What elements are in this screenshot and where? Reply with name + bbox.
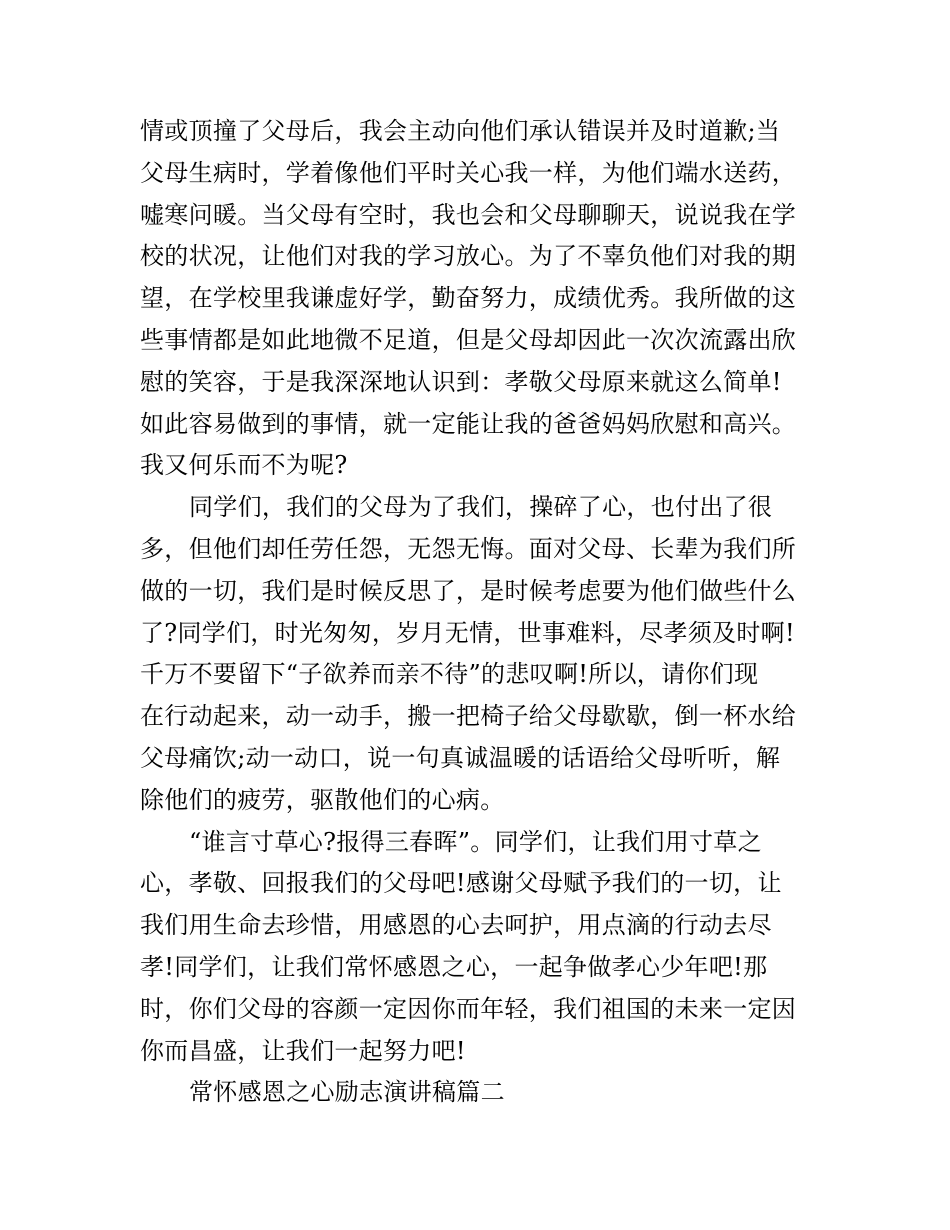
section-heading-text: 常怀感恩之心励志演讲稿篇二 [189, 1078, 505, 1107]
text-line: 孝!同学们，让我们常怀感恩之心，一起争做孝心少年吧!那 [140, 952, 768, 981]
text-line: 父母生病时，学着像他们平时关心我一样，为他们端水送药， [140, 158, 797, 187]
section-heading [140, 1072, 820, 1114]
text-line: 如此容易做到的事情，就一定能让我的爸爸妈妈欣慰和高兴。 [140, 409, 797, 438]
text-line: 望，在学校里我谦虚好学，勤奋努力，成绩优秀。我所做的这 [140, 284, 797, 313]
text-line: 时，你们父母的容颜一定因你而年轻，我们祖国的未来一定因 [140, 994, 797, 1023]
text-line: 心，孝敬、回报我们的父母吧!感谢父母赋予我们的一切，让 [140, 869, 782, 898]
text-line: 嘘寒问暖。当父母有空时，我也会和父母聊聊天，说说我在学 [140, 200, 797, 229]
text-line: 千万不要留下“子欲养而亲不待”的悲叹啊!所以，请你们现 [140, 660, 759, 689]
text-line: 父母痛饮;动一动口，说一句真诚温暖的话语给父母听听，解 [140, 743, 781, 772]
text-line: 校的状况，让他们对我的学习放心。为了不辜负他们对我的期 [140, 242, 797, 271]
paragraph [140, 487, 820, 821]
text-line: 慰的笑容，于是我深深地认识到：孝敬父母原来就这么简单! [140, 367, 782, 396]
text-line: 些事情都是如此地微不足道，但是父母却因此一次次流露出欣 [140, 325, 797, 354]
text-line: 了?同学们，时光匆匆，岁月无情，世事难料，尽孝须及时啊! [140, 618, 795, 647]
text-line: 在行动起来，动一动手，搬一把椅子给父母歇歇，倒一杯水给 [140, 702, 797, 731]
document-body [140, 111, 820, 1114]
text-line: 做的一切，我们是时候反思了，是时候考虑要为他们做些什么 [140, 576, 797, 605]
text-line: “谁言寸草心?报得三春晖”。同学们，让我们用寸草之 [189, 827, 762, 856]
text-line: 我又何乐而不为呢? [140, 451, 348, 480]
text-line: 除他们的疲劳，驱散他们的心病。 [140, 785, 505, 814]
text-line: 我们用生命去珍惜，用感恩的心去呵护，用点滴的行动去尽 [140, 911, 772, 940]
text-line: 情或顶撞了父母后，我会主动向他们承认错误并及时道歉;当 [140, 117, 781, 145]
text-line: 你而昌盛，让我们一起努力吧! [140, 1036, 466, 1065]
text-line: 多，但他们却任劳任怨，无怨无悔。面对父母、长辈为我们所 [140, 534, 797, 563]
paragraph [140, 822, 820, 1073]
text-line: 同学们，我们的父母为了我们，操碎了心，也付出了很 [189, 493, 773, 522]
paragraph [140, 111, 820, 487]
